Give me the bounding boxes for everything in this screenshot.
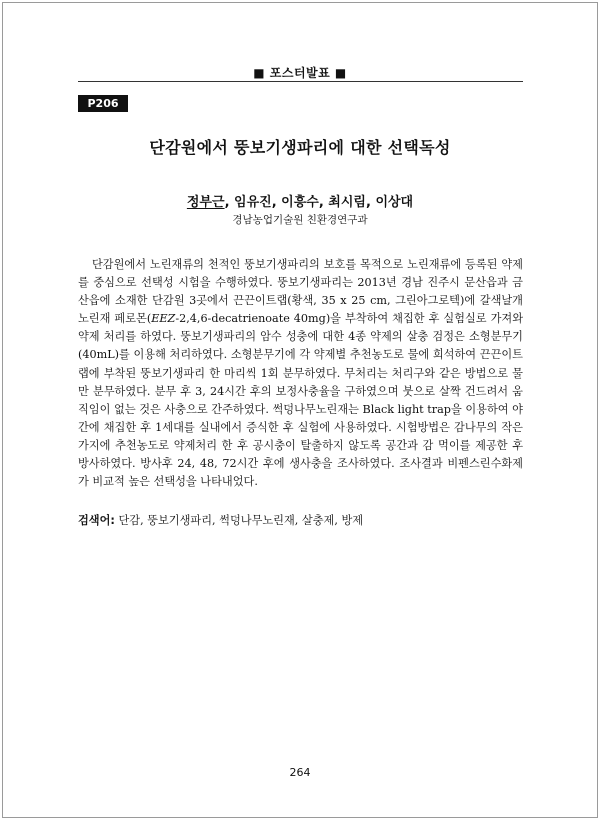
paper-title: 단감원에서 뚱보기생파리에 대한 선택독성 <box>149 138 451 157</box>
keywords-line <box>78 512 523 530</box>
section-header <box>0 64 600 84</box>
poster-id-badge: P206 <box>78 95 128 112</box>
author-affiliation: 경남농업기술원 친환경연구과 <box>232 214 368 226</box>
abstract-italic-term: EEZ <box>151 312 176 326</box>
page-number: 264 <box>289 766 311 779</box>
co-authors: , 임유진, 이흥수, 최시림, 이상대 <box>224 195 414 210</box>
keywords-list: 단감, 뚱보기생파리, 썩덩나무노린재, 살충제, 방제 <box>114 514 364 527</box>
abstract-body <box>78 256 523 491</box>
header-divider <box>78 81 523 82</box>
author-list <box>0 191 600 210</box>
abstract-text-part-2: -2,4,6-decatrienoate 40mg)을 부착하여 채집한 후 실험실로 가져와 약제 처리를 하였다. 뚱보기생파리의 암수 성충에 대한 4종 약제의 살충 검정은 소형분무기(40mL)를 이용해 처리하였다. 소형분무기에 각 약제별 추천농도로 물에 희석하여 끈끈이트랩에 부착된 뚱보기생파리 한 마리씩 1회 분무하였다. 무처리는 처리구와 같은 방법으로 물만 분무하였다. 분무 후 3, 24시간 후의 보정사충율을 구하였으며 붓으로 살짝 건드려서 움직임이 없는 것은 사충으로 간주하였다. 썩덩나무노린재는 Black light trap을 이용하여 야간에 채집한 후 1세대를 실내에서 증식한 후 실험에 사용하였다. 시험방법은 감나무의 작은 가지에 추천농도로 약제처리 한 후 공시충이 탈출하지 않도록 공간과 감 먹이를 제공한 후 방사하였다. 방사후 24, 48, 72시간 후에 생사충을 조사하였다. 조사결과 비펜스린수화제가 비교적 높은 선택성을 나타내었다. <box>78 312 524 489</box>
abstract-text-part-1: 단감원에서 노린재류의 천적인 뚱보기생파리의 보호를 목적으로 노린재류에 등록된 약제를 중심으로 선택성 시험을 수행하였다. 뚱보기생파리는 2013년 경남 진주시 문산읍과 금산읍에 소재한 단감원 3곳에서 끈끈이트랩(황색, 35 x 25 cm, 그린아그로텍)에 갈색날개노린재 페로몬( <box>78 258 523 326</box>
keywords-label: 검색어: <box>78 514 115 527</box>
presenting-author: 정부근 <box>186 195 225 210</box>
section-header-label: ■ 포스터발표 ■ <box>253 66 347 80</box>
